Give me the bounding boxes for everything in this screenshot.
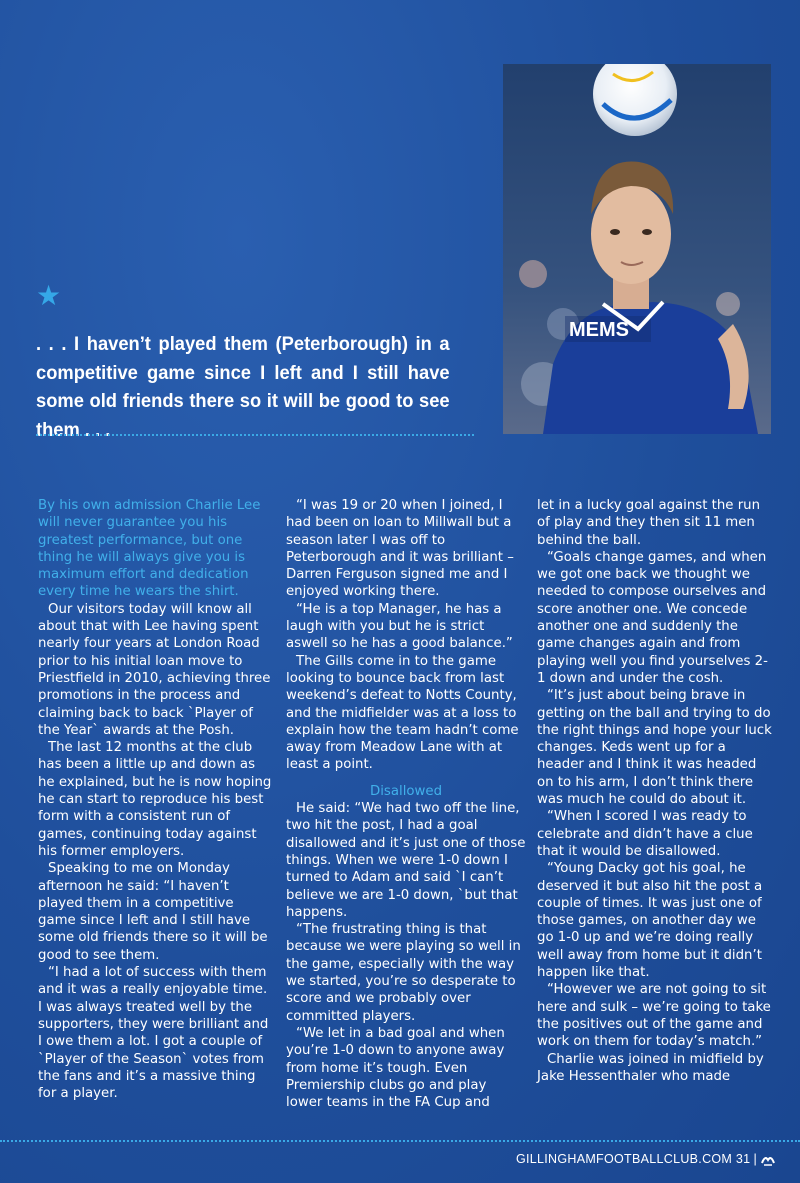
paragraph: “Young Dacky got his goal, he deserved it but also hit the post a couple of times. It was just one of those games, on another day we go 1-0 up and we’re doing really well away from home but it didn’t happen like that.	[537, 861, 763, 981]
footer-website: GILLINGHAMFOOTBALLCLUB.COM	[515, 1152, 733, 1166]
shirt-sponsor-text: MEMS	[569, 319, 629, 341]
dotted-divider-top	[36, 434, 474, 436]
page-number: 31	[735, 1152, 751, 1166]
paragraph: Speaking to me on Monday afternoon he said: “I haven’t played them in a competitive game since I left and I still have some old friends there so it will be good to see them.	[38, 861, 268, 963]
paragraph: “However we are not going to sit here and sulk – we’re going to take the positives out of the game and work on them for today’s match.”	[537, 982, 771, 1050]
section-subhead: Disallowed	[369, 783, 443, 799]
paragraph: “It’s just about being brave in getting on the ball and trying to do the right things and hope your luck changes. Keds went up for a header and I think it was headed on to his arm, I don’t think there was much he could do about it.	[537, 688, 772, 808]
dotted-divider-bottom	[0, 1140, 800, 1142]
paragraph: “Goals change games, and when we got one back we thought we needed to compose ourselves and score another one. We concede another one and suddenly the game changes again and from playing well you find yourselves 2-1 down and under the cosh.	[537, 549, 768, 686]
paragraph: Our visitors today will know all about that with Lee having spent nearly four years at London Road prior to his initial loan move to Priestfield in 2010, achieving three promotions in the process and claiming back to back `Player of the Year` awards at the Posh.	[38, 601, 271, 738]
paragraph: Charlie was joined in midfield by Jake Hessenthaler who made	[537, 1051, 764, 1084]
paragraph: He said: “We had two off the line, two hit the post, I had a goal disallowed and it’s just one of those things. When we were 1-0 down I turned to Adam and said `I can’t believe we are 1-0 down, `but that happens.	[286, 801, 526, 920]
paragraph: let in a lucky goal against the run of play and they then sit 11 men behind the ball.	[537, 498, 761, 548]
star-icon: ★	[36, 279, 62, 312]
pull-quote: . . . I haven’t played them (Peterborough) in a competitive game since I left and I still have some old friends there so it will be good to see them . . .	[36, 333, 450, 441]
paragraph: “We let in a bad goal and when you’re 1-0 down to anyone away from home it’s tough. Even Premiership clubs go and play lower teams in the FA Cup and	[286, 1025, 505, 1111]
paragraph: “I was 19 or 20 when I joined, I had been on loan to Millwall but a season later I was off to Peterborough and it was brilliant – Darren Ferguson signed me and I enjoyed working there.	[286, 498, 514, 600]
intro-paragraph: By his own admission Charlie Lee will never guarantee you his greatest performance, but one thing he will always give you is maximum effort and dedication every time he wears the shirt.	[38, 498, 261, 600]
article-column-3	[537, 497, 772, 1085]
paragraph: “When I scored I was ready to celebrate and didn’t have a clue that it would be disallowed.	[537, 809, 753, 859]
player-photo	[503, 64, 771, 434]
article-column-2	[286, 497, 526, 1111]
club-crest-icon	[760, 1153, 776, 1167]
article-column-1	[38, 497, 274, 1102]
paragraph: The last 12 months at the club has been a little up and down as he explained, but he is now hoping he can start to reproduce his best form with a consistent run of games, continuing today against his former employers.	[38, 740, 272, 859]
footer-separator: |	[753, 1152, 757, 1166]
paragraph: The Gills come in to the game looking to bounce back from last weekend’s defeat to Notts County, and the midfielder was at a loss to explain how the team hadn’t come away from Meadow Lane with at least a point.	[286, 653, 519, 773]
paragraph: “He is a top Manager, he has a laugh with you but he is strict aswell so he has a good balance.”	[286, 601, 513, 652]
paragraph: “The frustrating thing is that because we were playing so well in the game, especially with the way we started, you’re so desperate to score and we probably over committed players.	[286, 922, 521, 1024]
paragraph: “I had a lot of success with them and it was a really enjoyable time. I was always treated well by the supporters, they were brilliant and I owe them a lot. I got a couple of `Player of the Season` votes from the fans and it’s a massive thing for a player.	[38, 965, 269, 1102]
page-footer	[516, 1152, 776, 1167]
